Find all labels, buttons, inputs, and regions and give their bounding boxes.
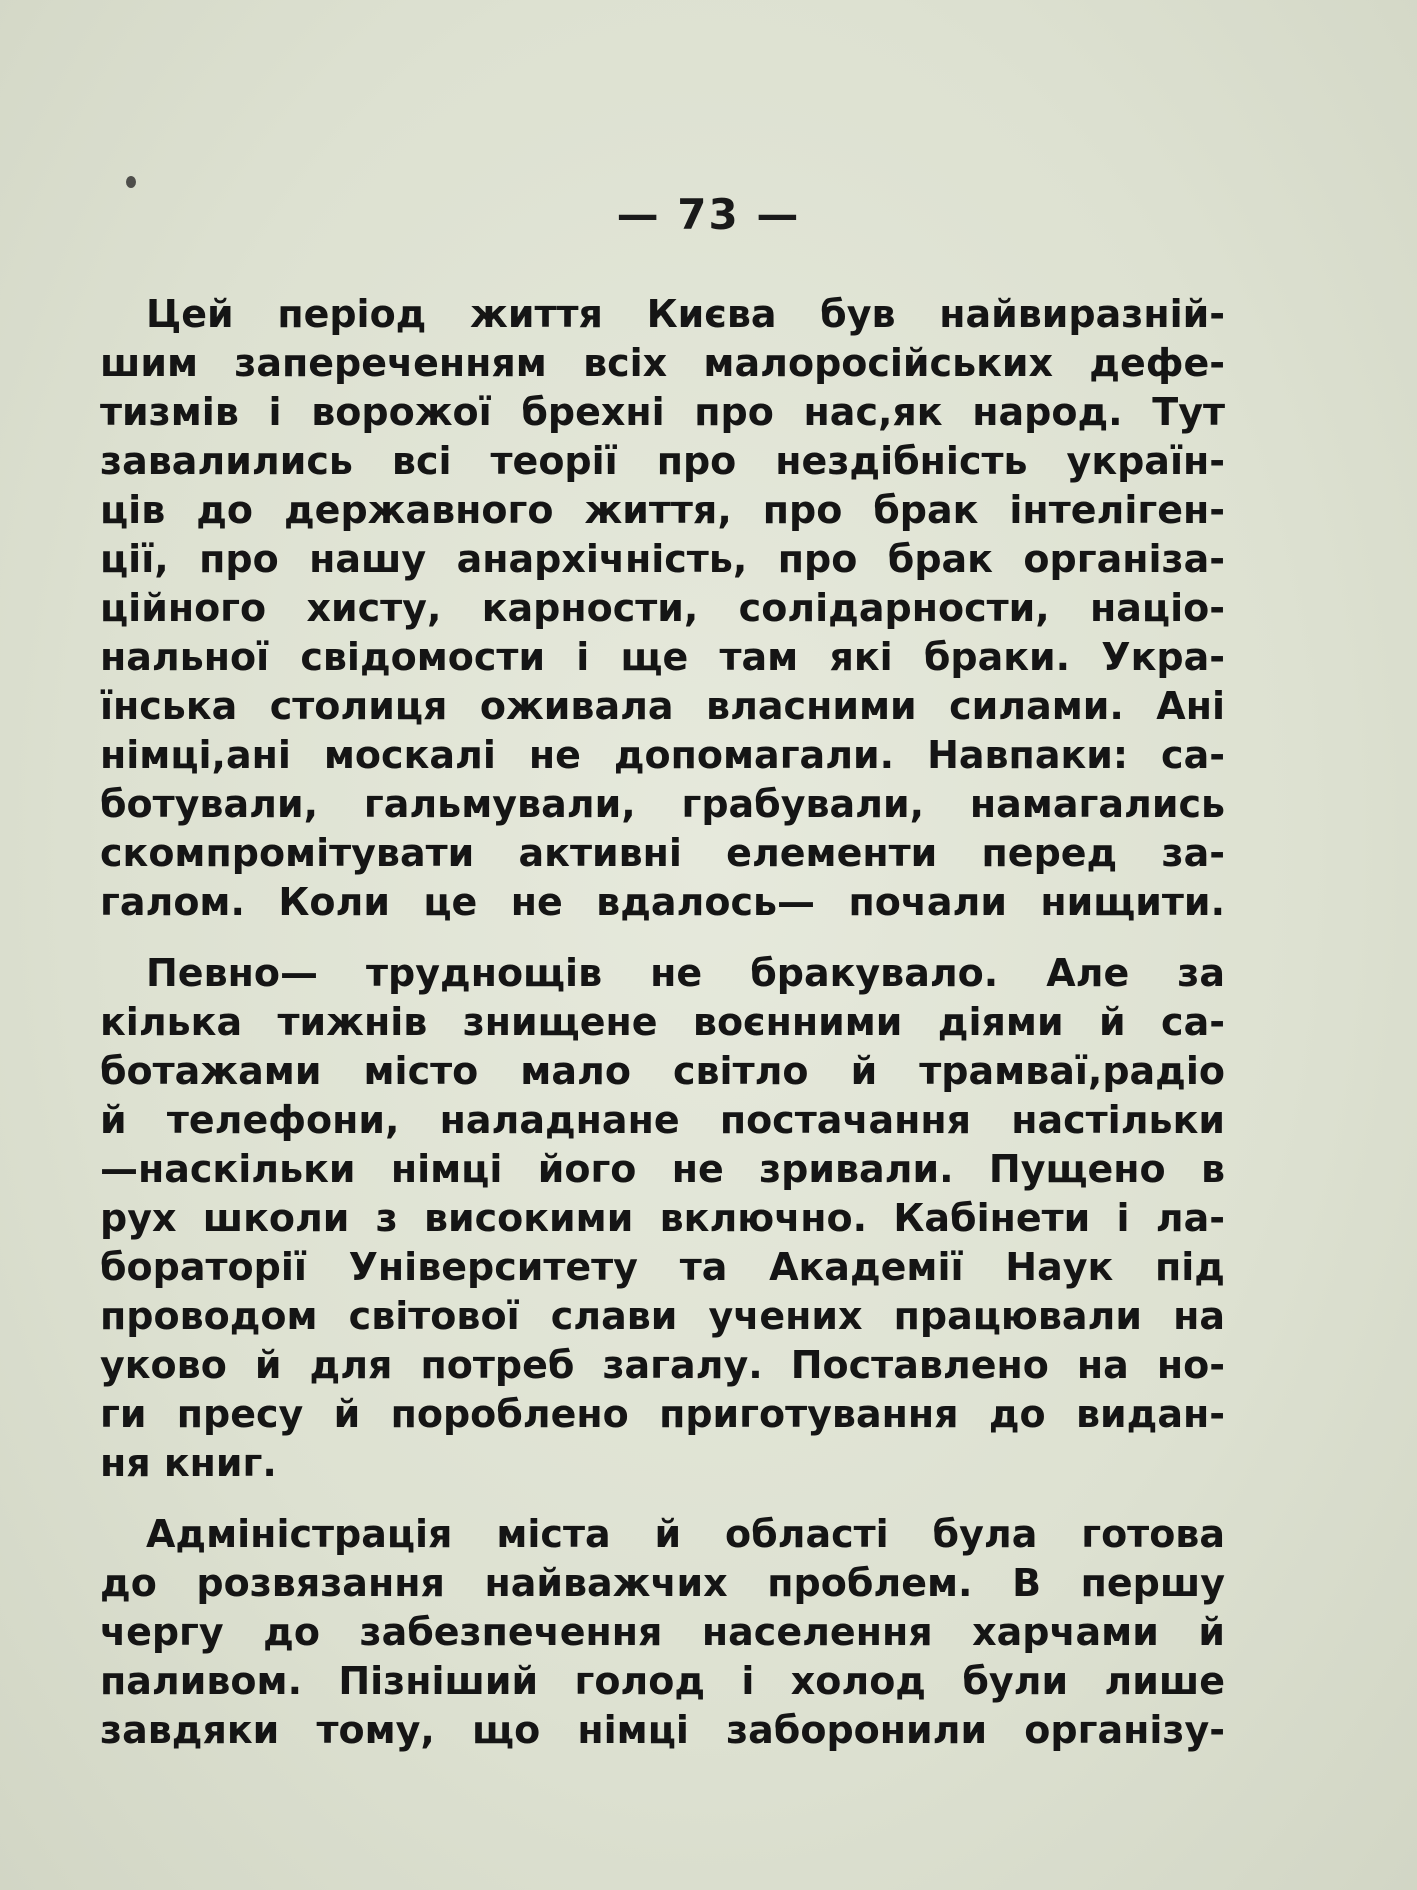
body-text — [100, 290, 1225, 1755]
page-number: — 73 — — [616, 190, 801, 239]
text-line: німці,ані москалі не допомагали. Навпаки: са- — [100, 733, 1225, 777]
text-line: ги пресу й пороблено приготування до видан- — [100, 1392, 1225, 1436]
text-line: рух школи з високими включно. Кабінети і ла- — [100, 1196, 1225, 1240]
text-line: Адміністрація міста й області була готова — [146, 1512, 1225, 1556]
text-line: бораторії Університету та Академії Наук під — [100, 1245, 1225, 1289]
text-line: чергу до забезпечення населення харчами й — [100, 1610, 1225, 1654]
ink-speck — [126, 176, 136, 188]
text-line: ботували, гальмували, грабували, намагались — [100, 782, 1225, 826]
text-line: й телефони, наладнане постачання настільки — [100, 1098, 1225, 1142]
text-line: галом. Коли це не вдалось— почали нищити. — [100, 880, 1225, 924]
text-line: ців до державного життя, про брак інтеліген- — [100, 488, 1225, 532]
text-line: їнська столиця оживала власними силами. Ані — [100, 684, 1225, 728]
text-line: тизмів і ворожої брехні про нас,як народ. Тут — [100, 390, 1225, 434]
text-line: до розвязання найважчих проблем. В першу — [100, 1561, 1225, 1605]
text-line: ня книг. — [100, 1441, 277, 1485]
text-line: проводом світової слави учених працювали на — [100, 1294, 1225, 1338]
paragraph-1 — [100, 290, 1225, 927]
text-line: кілька тижнів знищене воєнними діями й са- — [100, 1000, 1225, 1044]
paragraph-3 — [100, 1510, 1225, 1755]
text-line: уково й для потреб загалу. Поставлено на но- — [100, 1343, 1225, 1387]
text-line: —наскільки німці його не зривали. Пущено в — [100, 1147, 1225, 1191]
text-line: ботажами місто мало світло й трамваї,радіо — [100, 1049, 1225, 1093]
text-line: паливом. Пізніший голод і холод були лише — [100, 1659, 1225, 1703]
text-line: Цей період життя Києва був найвиразній- — [146, 292, 1225, 336]
text-line: Певно— труднощів не бракувало. Але за — [146, 951, 1225, 995]
text-line: нальної свідомости і ще там які браки. Укра- — [100, 635, 1225, 679]
text-line: завдяки тому, що німці заборонили організу- — [100, 1708, 1225, 1752]
text-line: ційного хисту, карности, солідарности, націо- — [100, 586, 1225, 630]
text-line: ції, про нашу анархічність, про брак організа- — [100, 537, 1225, 581]
text-line: завалились всі теорії про нездібність україн- — [100, 439, 1225, 483]
text-line: шим запереченням всіх малоросійських дефе- — [100, 341, 1225, 385]
text-line: скомпромітувати активні елементи перед за- — [100, 831, 1225, 875]
paragraph-2 — [100, 949, 1225, 1488]
